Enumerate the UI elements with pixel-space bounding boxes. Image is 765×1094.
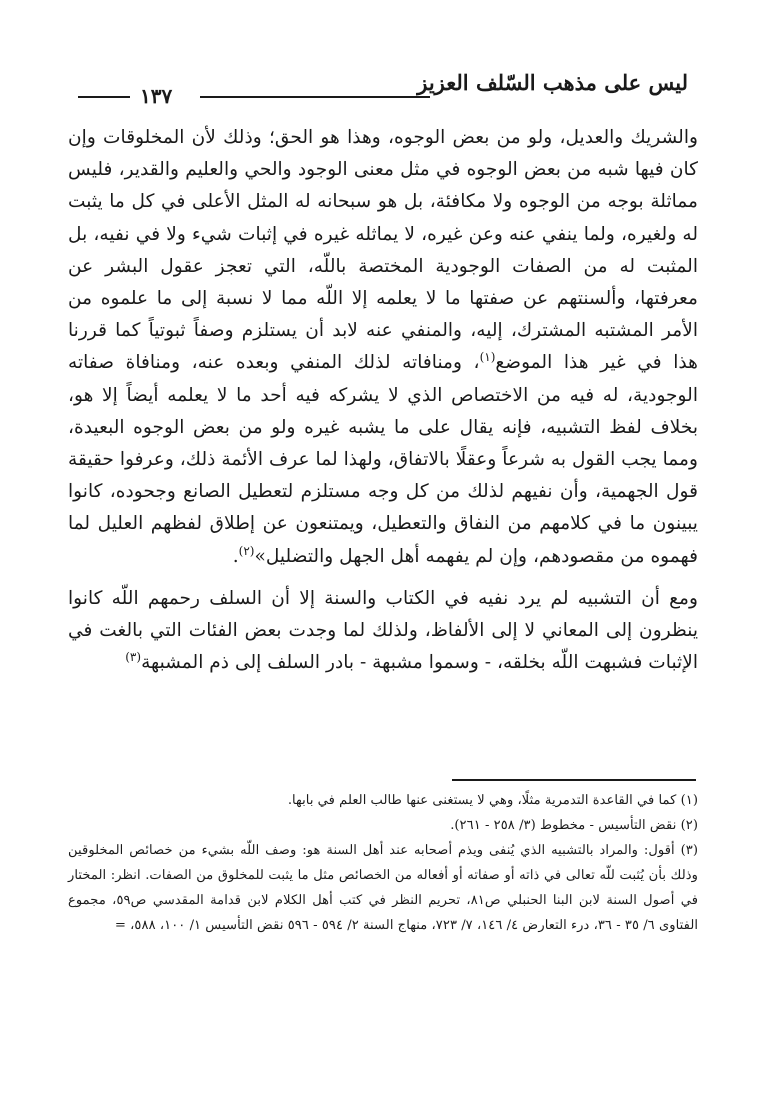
footnote-ref-2: (٢) xyxy=(238,543,255,558)
paragraph-1-text-a: والشريك والعديل، ولو من بعض الوجوه، وهذا هو الحق؛ وذلك لأن المخلوقات وإن كان فيها شبه من بعض الوجوه في مثل معنى الوجود والحي والعليم والقدير، فليس مماثلة بوجه من الوجوه ولا مكافئة، بل هو سبحانه له المثل الأعلى في كل ما يثبت له ولغيره، ولما ينفي عنه وعن غيره، لا يماثله غيره في إثبات شيء ولا في نفيه، بل المثبت له من الصفات الوجودية المختصة باللّه، التي تعجز عقول البشر عن معرفتها، وألسنتهم عن صفتها ما لا يعلمه إلا اللّه مما لا نسبة إلى ما علموه من الأمر المشتبه المشترك، إليه، والمنفي عنه لابد أن يستلزم وصفاً ثبوتياً كما قررنا هذا في غير هذا الموضع xyxy=(68,127,698,374)
paragraph-1-end: . xyxy=(232,545,239,567)
header-rule-left xyxy=(78,96,130,98)
footnotes xyxy=(68,788,698,938)
main-text xyxy=(68,122,698,679)
footnote-separator xyxy=(452,779,696,781)
footnote-ref-1: (١) xyxy=(479,350,496,365)
paragraph-1-text-b: ، ومنافاته لذلك المنفي وبعده عنه، ومنافاة صفاته الوجودية، له فيه من الاختصاص الذي لا يشركه فيه أحد ما لا يعلمه أيضاً إلا هو، بخلاف لفظ التشبيه، فإنه يقال على ما يشبه غيره ولو من بعض الوجوه البعيدة، ومما يجب القول به شرعاً وعقلًا بالاتفاق، ولهذا لما عرف الأئمة ذلك، وعرفوا حقيقة قول الجهمية، وأن نفيهم لذلك من كل وجه مستلزم لتعطيل الصانع وجحوده، كانوا يبينون ما في كلامهم من النفاق والتعطيل، ويمتنعون عن إطلاق لفظهم العليل لما فهموه من مقصودهم، وإن لم يفهمه أهل الجهل والتضليل» xyxy=(68,352,698,567)
running-title: ليس على مذهب السّلف العزيز xyxy=(417,70,688,95)
footnote-3: (٣) أقول: والمراد بالتشبيه الذي يُنفى ويذم أصحابه عند أهل السنة هو: وصف اللّه بشيء من خصائص المخلوقين وذلك بأن يُثبت للّه تعالى في ذاته أو صفاته أو أفعاله من الخصائص مثل ما يثبت للمخلوق من الصفات. انظر: المختار في أصول السنة لابن البنا الحنبلي ص٨١، تحريم النظر في كتب أهل الكلام لابن قدامة المقدسي ص٥٩، مجموع الفتاوى ٦/ ٣٥ - ٣٦، درء التعارض ٤/ ١٤٦، ٧/ ٧٢٣، منهاج السنة ٢/ ٥٩٤ - ٥٩٦ نقض التأسيس ١/ ١٠٠، ٥٨٨، = xyxy=(68,843,698,933)
paragraph-1 xyxy=(68,122,698,573)
page-number: ١٣٧ xyxy=(140,84,173,108)
header-rule-right xyxy=(200,96,430,98)
footnote-2: (٢) نقض التأسيس - مخطوط (٣/ ٢٥٨ - ٢٦١). xyxy=(450,818,698,833)
footnote-1: (١) كما في القاعدة التدمرية مثلًا، وهي لا يستغنى عنها طالب العلم في بابها. xyxy=(287,793,698,808)
paragraph-2 xyxy=(68,583,698,680)
page-header xyxy=(78,66,688,110)
paragraph-2-text: ومع أن التشبيه لم يرد نفيه في الكتاب والسنة إلا أن السلف رحمهم اللّه كانوا ينظرون إلى المعاني لا إلى الألفاظ، ولذلك لما وجدت بعض الفئات التي بالغت في الإثبات فشبهت اللّه بخلقه، - وسموا مشبهة - بادر السلف إلى ذم المشبهة xyxy=(68,587,698,674)
footnote-ref-3: (٣) xyxy=(125,650,142,665)
